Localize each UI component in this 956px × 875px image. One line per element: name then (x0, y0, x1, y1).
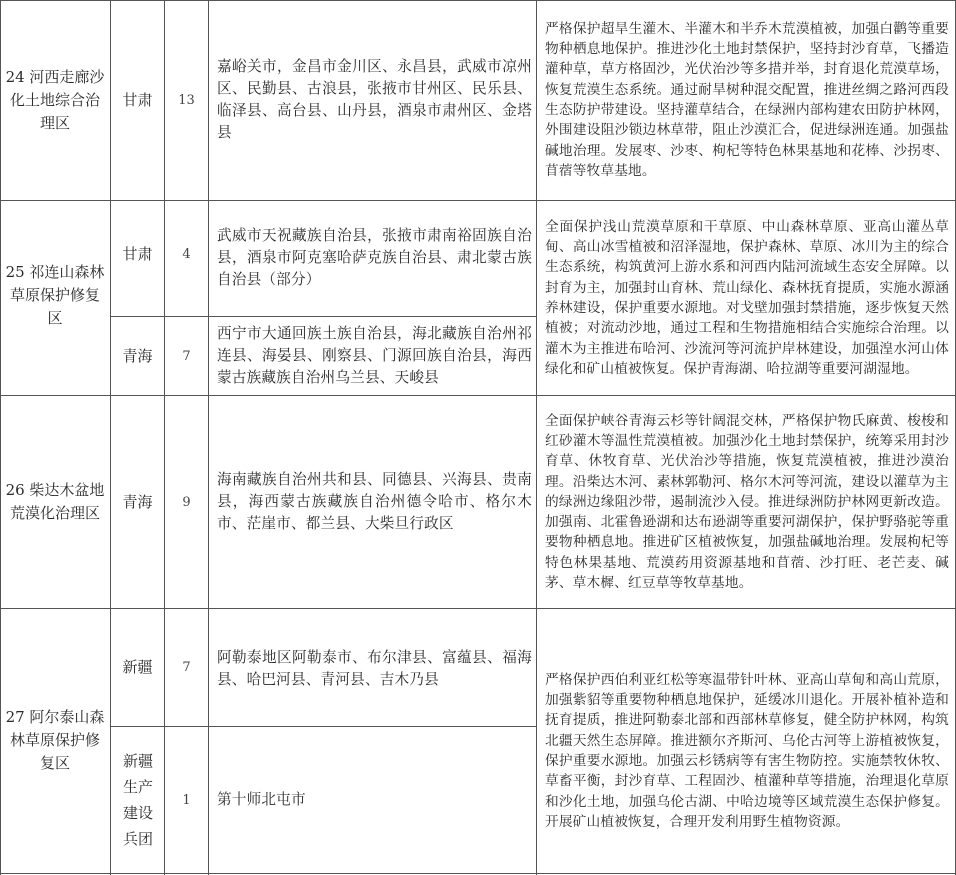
county-count: 1 (182, 792, 191, 808)
province: 青海 (122, 346, 153, 365)
area-list: 西宁市大通回族土族自治县，海北藏族自治州祁连县、海晏县、刚察县、门源回族自治县，海西蒙古族藏族自治州乌兰县、天峻县 (217, 325, 532, 386)
area-list: 武威市天祝藏族自治县，张掖市肃南裕固族自治县，酒泉市阿克塞哈萨克族自治县、肃北蒙古族自治县（部分） (217, 227, 532, 288)
county-count: 4 (182, 247, 191, 262)
protection-measures: 严格保护超旱生灌木、半灌木和半乔木荒漠植被，加强白鹳等重要物种栖息地保护。推进沙化土地封禁保护，坚持封沙育草，飞播造灌种草，草方格固沙，光伏治沙等多措并举，封育退化荒漠草场，恢复荒漠生态系统。通过耐旱树种混交配置，推进丝绸之路河西段生态防护带建设。坚持灌草结合，在绿洲内部构建农田防护林网，外围建设阻沙锁边林草带，阻止沙漠汇合，促进绿洲连通。加强盐碱地治理。发展枣、沙枣、枸杞等特色林果基地和花棒、沙拐枣、苜蓿等牧草基地。 (545, 20, 949, 179)
zone-name: 24 河西走廊沙化土地综合治理区 (5, 67, 105, 132)
col-divider (0, 0, 1, 875)
zone-name: 27 阿尔泰山森林草原保护修复区 (5, 707, 105, 772)
province: 青海 (122, 492, 153, 511)
county-count: 7 (182, 348, 191, 364)
zone-name: 26 柴达木盆地荒漠化治理区 (5, 481, 105, 522)
zone-name: 25 祁连山森林草原保护修复区 (5, 262, 105, 327)
row-divider (0, 873, 956, 874)
area-list: 第十师北屯市 (217, 791, 306, 808)
province: 新疆 (122, 658, 153, 676)
county-count: 7 (182, 660, 191, 675)
protection-measures: 全面保护浅山荒漠草原和干草原、中山森林草原、亚高山灌丛草甸、高山冰雪植被和沼泽湿地，保护森林、草原、冰川为主的综合生态系统，构筑黄河上游水系和河西内陆河流域生态安全屏障。以封育为主，加强封山育林、荒山绿化、森林抚育提质，实施水源涵养林建设，保护重要水源地。对戈壁加强封禁措施，逐步恢复天然植被；对流动沙地，通过工程和生物措施相结合实施综合治理。以灌木为主推进布哈河、沙流河等河流护岸林建设，加强湟水河山体绿化和矿山植被恢复。保护青海湖、哈拉湖等重要河湖湿地。 (545, 218, 949, 377)
province: 新疆生产建设兵团 (122, 752, 153, 848)
area-list: 阿勒泰地区阿勒泰市、布尔津县、富蕴县、福海县、哈巴河县、青河县、吉木乃县 (217, 649, 532, 688)
protection-measures: 严格保护西伯利亚红松等寒温带针叶林、亚高山草甸和高山荒原，加强紫貂等重要物种栖息地保护，延缓冰川退化。开展补植补造和抚育提质，推进阿勒泰北部和西部林草修复，健全防护林网，构筑北疆天然生态屏障。推进额尔齐斯河、乌伦古河等上游植被恢复，保护重要水源地。加强云杉锈病等有害生物防控。实施禁牧休牧、草畜平衡，封沙育草、工程固沙、植灌种草等措施，治理退化草原和沙化土地，加强乌伦古湖、中哈边境等区域荒漠生态保护修复。开展矿山植被恢复，合理开发利用野生植物资源。 (545, 671, 949, 830)
area-list: 海南藏族自治州共和县、同德县、兴海县、贵南县，海西蒙古族藏族自治州德令哈市、格尔木市、茫崖市、都兰县、大柴旦行政区 (217, 471, 532, 532)
protection-measures: 全面保护峡谷青海云杉等针阔混交林，严格保护物氏麻黄、梭梭和红砂灌木等温性荒漠植被。加强沙化土地封禁保护，统筹采用封沙育草、休牧育草、光伏治沙等措施，恢复荒漠植被，推进沙漠治理。沿柴达木河、素林郭勒河、格尔木河等河流，建设以灌草为主的绿洲边缘阻沙带，遏制流沙入侵。推进绿洲防护林网更新改造。加强南、北霍鲁逊湖和达布逊湖等重要河湖保护，保护野骆驼等重要物种栖息地。推进矿区植被恢复，加强盐碱地治理。发展枸杞等特色林果基地、荒漠药用资源基地和苜蓿、沙打旺、老芒麦、碱茅、草木樨、红豆草等牧草基地。 (545, 412, 949, 592)
province: 甘肃 (122, 245, 153, 263)
province: 甘肃 (122, 90, 153, 109)
county-count: 9 (182, 494, 191, 510)
county-count: 13 (178, 92, 195, 108)
area-list: 嘉峪关市，金昌市金川区、永昌县，武威市凉州区、民勤县、古浪县，张掖市甘州区、民乐县、临泽县、高台县、山丹县，酒泉市肃州区、金塔县 (217, 58, 532, 141)
